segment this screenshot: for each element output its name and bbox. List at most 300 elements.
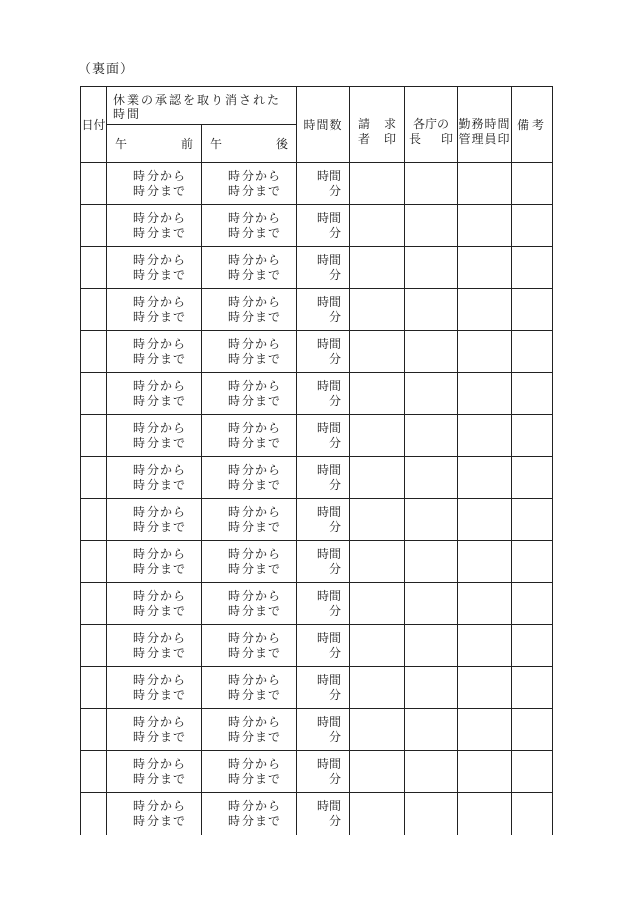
- hour-label: 時: [133, 756, 146, 771]
- minutes-from-label: 分から: [147, 336, 187, 351]
- pm-time-cell[interactable]: [202, 289, 297, 331]
- note-cell[interactable]: [512, 499, 553, 541]
- note-cell[interactable]: [512, 163, 553, 205]
- pm-time-cell[interactable]: [202, 751, 297, 793]
- am-from-line: [113, 547, 195, 562]
- table-row: [81, 331, 553, 373]
- hour-label: 時: [133, 336, 146, 351]
- am-time-cell[interactable]: [107, 373, 202, 415]
- chief-seal-cell[interactable]: [405, 625, 458, 667]
- hours-cell[interactable]: [297, 373, 350, 415]
- am-from-line: [113, 463, 195, 478]
- hour-label: 時: [133, 210, 146, 225]
- hour-label: 時: [228, 336, 241, 351]
- hour-label: 時: [228, 462, 241, 477]
- hour-label: 時: [133, 294, 146, 309]
- minutes-until-label: 分まで: [242, 603, 282, 618]
- hours-unit-label: 時間: [317, 462, 342, 477]
- hour-label: 時: [133, 252, 146, 267]
- pm-time-cell[interactable]: [202, 163, 297, 205]
- chief-seal-cell[interactable]: [405, 499, 458, 541]
- requester-seal-cell[interactable]: [350, 163, 405, 205]
- pm-time-cell[interactable]: [202, 373, 297, 415]
- page-caption: （裏面）: [78, 62, 135, 77]
- table-row: [81, 373, 553, 415]
- manager-seal-cell[interactable]: [458, 583, 512, 625]
- chief-seal-cell[interactable]: [405, 793, 458, 835]
- am-time-cell[interactable]: [107, 793, 202, 835]
- minutes-from-label: 分から: [147, 630, 187, 645]
- hours-cell[interactable]: [297, 163, 350, 205]
- minutes-until-label: 分まで: [242, 351, 282, 366]
- date-cell[interactable]: [81, 205, 107, 247]
- chief-seal-cell[interactable]: [405, 163, 458, 205]
- hour-label: 時: [133, 798, 146, 813]
- table-row: [81, 625, 553, 667]
- hours-cell[interactable]: [297, 793, 350, 835]
- am-until-line: [113, 646, 195, 661]
- hours-cell[interactable]: [297, 415, 350, 457]
- minutes-from-label: 分から: [242, 714, 282, 729]
- date-cell[interactable]: [81, 331, 107, 373]
- pm-until-line: [208, 394, 290, 409]
- pm-from-line: [208, 253, 290, 268]
- minutes-unit-label: 分: [329, 393, 342, 408]
- hour-label: 時: [133, 183, 146, 198]
- requester-seal-cell[interactable]: [350, 667, 405, 709]
- note-header: 備考: [512, 87, 553, 163]
- pm-from-line: [208, 505, 290, 520]
- hours-unit-label: 時間: [317, 714, 342, 729]
- chief-seal-cell[interactable]: [405, 541, 458, 583]
- hour-label: 時: [133, 603, 146, 618]
- hour-label: 時: [133, 462, 146, 477]
- hours-cell[interactable]: [297, 247, 350, 289]
- am-from-line: [113, 631, 195, 646]
- hours-unit-label: 時間: [317, 798, 342, 813]
- hours-unit-label: 時間: [317, 504, 342, 519]
- table-row: [81, 289, 553, 331]
- hours-unit-label: 時間: [317, 252, 342, 267]
- date-cell[interactable]: [81, 163, 107, 205]
- note-cell[interactable]: [512, 709, 553, 751]
- pm-until-line: [208, 730, 290, 745]
- table-row: [81, 457, 553, 499]
- minutes-until-label: 分まで: [242, 561, 282, 576]
- hour-label: 時: [228, 504, 241, 519]
- manager-line-1: 勤務時間: [458, 117, 511, 131]
- minutes-from-label: 分から: [147, 588, 187, 603]
- hour-label: 時: [228, 252, 241, 267]
- pm-until-line: [208, 226, 290, 241]
- hour-label: 時: [228, 477, 241, 492]
- note-cell[interactable]: [512, 751, 553, 793]
- hours-cell[interactable]: [297, 751, 350, 793]
- minutes-from-label: 分から: [147, 462, 187, 477]
- minutes-from-label: 分から: [242, 462, 282, 477]
- minutes-unit-label: 分: [329, 267, 342, 282]
- hour-label: 時: [133, 672, 146, 687]
- table-row: [81, 667, 553, 709]
- note-cell[interactable]: [512, 457, 553, 499]
- note-cell[interactable]: [512, 289, 553, 331]
- requester-seal-cell[interactable]: [350, 541, 405, 583]
- pm-until-line: [208, 268, 290, 283]
- chief-seal-cell[interactable]: [405, 205, 458, 247]
- minutes-from-label: 分から: [147, 672, 187, 687]
- manager-seal-cell[interactable]: [458, 667, 512, 709]
- minutes-unit-label: 分: [329, 351, 342, 366]
- minutes-until-label: 分まで: [242, 267, 282, 282]
- requester-seal-cell[interactable]: [350, 373, 405, 415]
- minutes-unit-label: 分: [329, 645, 342, 660]
- am-until-line: [113, 478, 195, 493]
- date-cell[interactable]: [81, 583, 107, 625]
- pm-from-line: [208, 421, 290, 436]
- pm-time-cell[interactable]: [202, 457, 297, 499]
- requester-seal-cell[interactable]: [350, 289, 405, 331]
- hour-label: 時: [228, 267, 241, 282]
- chief-seal-cell[interactable]: [405, 583, 458, 625]
- requester-seal-cell[interactable]: [350, 499, 405, 541]
- pm-time-cell[interactable]: [202, 205, 297, 247]
- pm-time-cell[interactable]: [202, 415, 297, 457]
- chief-char-3: 印: [441, 132, 454, 146]
- requester-seal-cell[interactable]: [350, 751, 405, 793]
- manager-seal-cell[interactable]: [458, 541, 512, 583]
- minutes-until-label: 分まで: [242, 687, 282, 702]
- morning-header: [107, 125, 202, 163]
- am-from-line: [113, 379, 195, 394]
- requester-seal-cell[interactable]: [350, 457, 405, 499]
- chief-seal-cell[interactable]: [405, 289, 458, 331]
- minutes-unit-label: 分: [329, 477, 342, 492]
- hour-label: 時: [133, 393, 146, 408]
- pm-from-line: [208, 463, 290, 478]
- am-until-line: [113, 730, 195, 745]
- date-cell[interactable]: [81, 289, 107, 331]
- minutes-from-label: 分から: [147, 168, 187, 183]
- hour-label: 時: [133, 477, 146, 492]
- pm-until-line: [208, 562, 290, 577]
- minutes-unit-label: 分: [329, 309, 342, 324]
- pm-time-cell[interactable]: [202, 541, 297, 583]
- am-time-cell[interactable]: [107, 415, 202, 457]
- hour-label: 時: [228, 519, 241, 534]
- pm-time-cell[interactable]: [202, 667, 297, 709]
- pm-time-cell[interactable]: [202, 583, 297, 625]
- afternoon-char-1: 午: [210, 137, 223, 151]
- am-from-line: [113, 253, 195, 268]
- minutes-from-label: 分から: [242, 168, 282, 183]
- pm-from-line: [208, 799, 290, 814]
- manager-seal-cell[interactable]: [458, 247, 512, 289]
- hour-label: 時: [133, 771, 146, 786]
- hours-cell[interactable]: [297, 457, 350, 499]
- table-row: [81, 709, 553, 751]
- minutes-until-label: 分まで: [147, 351, 187, 366]
- chief-seal-cell[interactable]: [405, 709, 458, 751]
- chief-seal-cell[interactable]: [405, 331, 458, 373]
- manager-seal-cell[interactable]: [458, 793, 512, 835]
- note-cell[interactable]: [512, 205, 553, 247]
- hours-cell[interactable]: [297, 205, 350, 247]
- pm-until-line: [208, 184, 290, 199]
- manager-seal-cell[interactable]: [458, 205, 512, 247]
- pm-from-line: [208, 547, 290, 562]
- date-cell[interactable]: [81, 709, 107, 751]
- hour-label: 時: [133, 546, 146, 561]
- hours-cell[interactable]: [297, 499, 350, 541]
- am-time-cell[interactable]: [107, 205, 202, 247]
- note-cell[interactable]: [512, 583, 553, 625]
- minutes-unit-label: 分: [329, 225, 342, 240]
- minutes-unit-label: 分: [329, 603, 342, 618]
- am-from-line: [113, 337, 195, 352]
- am-from-line: [113, 799, 195, 814]
- am-time-cell[interactable]: [107, 541, 202, 583]
- hours-unit-label: 時間: [317, 630, 342, 645]
- minutes-until-label: 分まで: [147, 435, 187, 450]
- minutes-until-label: 分まで: [242, 309, 282, 324]
- requester-seal-cell[interactable]: [350, 331, 405, 373]
- chief-seal-cell[interactable]: [405, 667, 458, 709]
- pm-time-cell[interactable]: [202, 499, 297, 541]
- pm-until-line: [208, 436, 290, 451]
- pm-from-line: [208, 673, 290, 688]
- manager-seal-cell[interactable]: [458, 415, 512, 457]
- am-time-cell[interactable]: [107, 247, 202, 289]
- minutes-from-label: 分から: [147, 378, 187, 393]
- note-cell[interactable]: [512, 793, 553, 835]
- am-time-cell[interactable]: [107, 331, 202, 373]
- pm-time-cell[interactable]: [202, 247, 297, 289]
- minutes-until-label: 分まで: [147, 519, 187, 534]
- requester-seal-cell[interactable]: [350, 415, 405, 457]
- minutes-unit-label: 分: [329, 687, 342, 702]
- am-until-line: [113, 268, 195, 283]
- requester-char-3: 者: [358, 132, 371, 146]
- hour-label: 時: [133, 519, 146, 534]
- minutes-until-label: 分まで: [242, 645, 282, 660]
- hour-label: 時: [228, 714, 241, 729]
- note-cell[interactable]: [512, 667, 553, 709]
- hour-label: 時: [228, 813, 241, 828]
- hours-cell[interactable]: [297, 289, 350, 331]
- minutes-from-label: 分から: [242, 336, 282, 351]
- hour-label: 時: [133, 225, 146, 240]
- pm-from-line: [208, 379, 290, 394]
- pm-from-line: [208, 757, 290, 772]
- am-time-cell[interactable]: [107, 499, 202, 541]
- minutes-unit-label: 分: [329, 813, 342, 828]
- hour-label: 時: [133, 687, 146, 702]
- requester-char-4: 印: [384, 132, 397, 146]
- manager-seal-cell[interactable]: [458, 709, 512, 751]
- requester-seal-cell[interactable]: [350, 625, 405, 667]
- minutes-until-label: 分まで: [147, 267, 187, 282]
- manager-seal-cell[interactable]: [458, 289, 512, 331]
- note-cell[interactable]: [512, 415, 553, 457]
- hours-cell[interactable]: [297, 625, 350, 667]
- note-cell[interactable]: [512, 625, 553, 667]
- minutes-until-label: 分まで: [242, 435, 282, 450]
- manager-seal-cell[interactable]: [458, 457, 512, 499]
- hours-cell[interactable]: [297, 667, 350, 709]
- am-time-cell[interactable]: [107, 289, 202, 331]
- date-cell[interactable]: [81, 625, 107, 667]
- requester-seal-cell[interactable]: [350, 709, 405, 751]
- hour-label: 時: [228, 168, 241, 183]
- hour-label: 時: [133, 645, 146, 660]
- am-until-line: [113, 310, 195, 325]
- manager-seal-cell[interactable]: [458, 625, 512, 667]
- pm-time-cell[interactable]: [202, 793, 297, 835]
- manager-seal-cell[interactable]: [458, 499, 512, 541]
- manager-seal-cell[interactable]: [458, 163, 512, 205]
- date-cell[interactable]: [81, 415, 107, 457]
- date-cell[interactable]: [81, 457, 107, 499]
- hour-label: 時: [228, 756, 241, 771]
- afternoon-header: [202, 125, 297, 163]
- date-cell[interactable]: [81, 667, 107, 709]
- minutes-until-label: 分まで: [147, 393, 187, 408]
- manager-line-2: 管理員印: [458, 132, 511, 146]
- am-time-cell[interactable]: [107, 751, 202, 793]
- chief-seal-cell[interactable]: [405, 373, 458, 415]
- hours-unit-label: 時間: [317, 294, 342, 309]
- minutes-from-label: 分から: [242, 504, 282, 519]
- am-time-cell[interactable]: [107, 625, 202, 667]
- pm-until-line: [208, 310, 290, 325]
- morning-char-2: 前: [180, 137, 193, 151]
- pm-until-line: [208, 688, 290, 703]
- minutes-until-label: 分まで: [147, 687, 187, 702]
- hours-unit-label: 時間: [317, 672, 342, 687]
- hours-cell[interactable]: [297, 331, 350, 373]
- minutes-until-label: 分まで: [242, 477, 282, 492]
- am-until-line: [113, 814, 195, 829]
- requester-seal-cell[interactable]: [350, 247, 405, 289]
- am-time-cell[interactable]: [107, 457, 202, 499]
- manager-seal-cell[interactable]: [458, 373, 512, 415]
- hour-label: 時: [133, 435, 146, 450]
- pm-from-line: [208, 631, 290, 646]
- hour-label: 時: [228, 603, 241, 618]
- note-cell[interactable]: [512, 373, 553, 415]
- minutes-from-label: 分から: [147, 210, 187, 225]
- am-until-line: [113, 394, 195, 409]
- am-until-line: [113, 520, 195, 535]
- manager-seal-cell[interactable]: [458, 751, 512, 793]
- hour-label: 時: [228, 210, 241, 225]
- chief-seal-header: [405, 87, 458, 163]
- date-cell[interactable]: [81, 793, 107, 835]
- date-cell[interactable]: [81, 541, 107, 583]
- minutes-until-label: 分まで: [242, 519, 282, 534]
- date-cell[interactable]: [81, 247, 107, 289]
- afternoon-char-2: 後: [276, 137, 289, 151]
- minutes-until-label: 分まで: [147, 309, 187, 324]
- am-time-cell[interactable]: [107, 667, 202, 709]
- hour-label: 時: [133, 729, 146, 744]
- hours-cell[interactable]: [297, 709, 350, 751]
- chief-seal-cell[interactable]: [405, 247, 458, 289]
- minutes-from-label: 分から: [242, 756, 282, 771]
- cancelled-time-header: 休業の承認を取り消された時間: [107, 87, 297, 125]
- table-row: [81, 499, 553, 541]
- note-cell[interactable]: [512, 331, 553, 373]
- hour-label: 時: [228, 546, 241, 561]
- am-from-line: [113, 715, 195, 730]
- hour-label: 時: [228, 351, 241, 366]
- am-time-cell[interactable]: [107, 583, 202, 625]
- am-from-line: [113, 169, 195, 184]
- chief-seal-cell[interactable]: [405, 751, 458, 793]
- chief-seal-cell[interactable]: [405, 457, 458, 499]
- pm-until-line: [208, 478, 290, 493]
- am-until-line: [113, 688, 195, 703]
- am-time-cell[interactable]: [107, 163, 202, 205]
- date-cell[interactable]: [81, 499, 107, 541]
- hour-label: 時: [133, 309, 146, 324]
- hour-label: 時: [228, 225, 241, 240]
- minutes-from-label: 分から: [242, 630, 282, 645]
- am-from-line: [113, 295, 195, 310]
- pm-time-cell[interactable]: [202, 709, 297, 751]
- requester-seal-cell[interactable]: [350, 583, 405, 625]
- am-until-line: [113, 604, 195, 619]
- minutes-until-label: 分まで: [147, 729, 187, 744]
- pm-time-cell[interactable]: [202, 625, 297, 667]
- hours-cell[interactable]: [297, 541, 350, 583]
- minutes-unit-label: 分: [329, 771, 342, 786]
- note-cell[interactable]: [512, 541, 553, 583]
- chief-seal-cell[interactable]: [405, 415, 458, 457]
- minutes-from-label: 分から: [242, 420, 282, 435]
- hours-unit-label: 時間: [317, 168, 342, 183]
- hour-label: 時: [133, 351, 146, 366]
- requester-seal-cell[interactable]: [350, 793, 405, 835]
- requester-seal-cell[interactable]: [350, 205, 405, 247]
- hour-label: 時: [228, 729, 241, 744]
- minutes-from-label: 分から: [242, 210, 282, 225]
- chief-char-2: 長: [409, 132, 422, 146]
- minutes-unit-label: 分: [329, 729, 342, 744]
- am-time-cell[interactable]: [107, 709, 202, 751]
- minutes-from-label: 分から: [242, 588, 282, 603]
- date-cell[interactable]: [81, 751, 107, 793]
- note-cell[interactable]: [512, 247, 553, 289]
- minutes-unit-label: 分: [329, 183, 342, 198]
- hour-label: 時: [228, 771, 241, 786]
- hour-label: 時: [228, 378, 241, 393]
- hours-unit-label: 時間: [317, 546, 342, 561]
- manager-seal-cell[interactable]: [458, 331, 512, 373]
- pm-until-line: [208, 772, 290, 787]
- minutes-from-label: 分から: [242, 294, 282, 309]
- pm-from-line: [208, 589, 290, 604]
- hour-label: 時: [133, 714, 146, 729]
- hours-cell[interactable]: [297, 583, 350, 625]
- table-row: [81, 247, 553, 289]
- pm-time-cell[interactable]: [202, 331, 297, 373]
- pm-until-line: [208, 814, 290, 829]
- hours-unit-label: 時間: [317, 378, 342, 393]
- table-row: [81, 793, 553, 835]
- minutes-until-label: 分まで: [147, 183, 187, 198]
- date-cell[interactable]: [81, 373, 107, 415]
